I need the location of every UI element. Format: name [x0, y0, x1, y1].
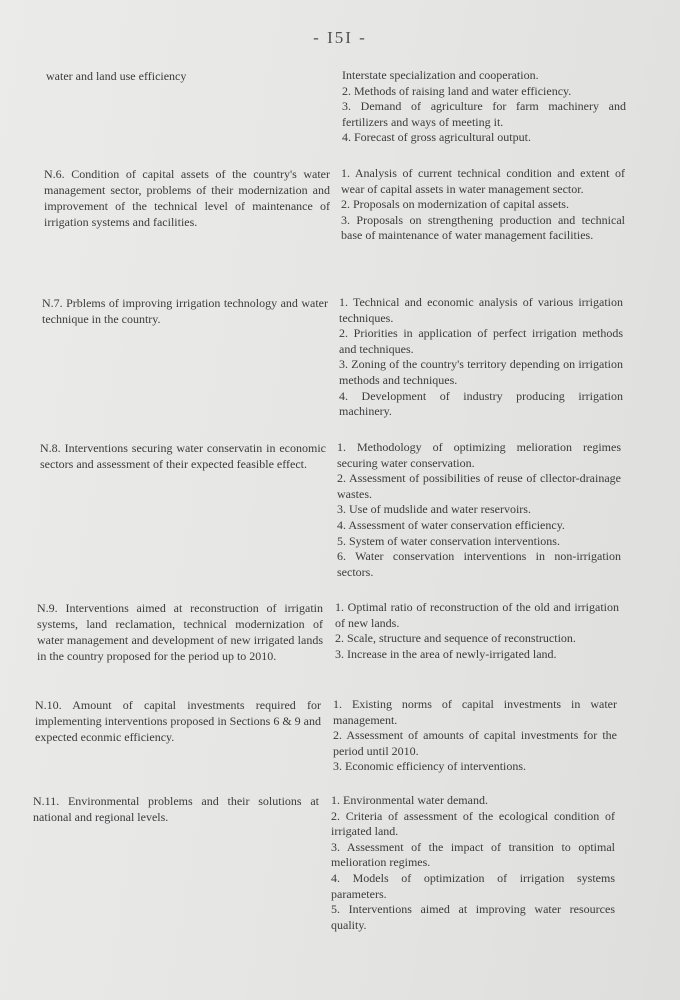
list-item: 2. Scale, structure and sequence of reconstruction.: [335, 631, 576, 646]
section-items: [333, 697, 617, 775]
list-item: 1. Existing norms of capital investments in water management.: [333, 697, 617, 727]
section-title: N.9. Interventions aimed at reconstruction of irrigatin systems, land reclamation, technical modernization of water management and development of new irrigated lands in the country proposed for the period up to 2010.: [37, 601, 323, 663]
section-title: N.7. Prblems of improving irrigation technology and water technique in the country.: [42, 296, 328, 326]
list-item: 1. Environmental water demand.: [331, 793, 488, 807]
list-item: 2. Criteria of assessment of the ecological condition of irrigated land.: [331, 808, 615, 839]
list-item: 3. Increase in the area of newly-irrigated land.: [335, 646, 557, 661]
list-item: 5. System of water conservation interventions.: [337, 533, 560, 548]
list-item: 3. Economic efficiency of interventions.: [333, 759, 527, 774]
list-item: 4. Assessment of water conservation efficiency.: [337, 517, 565, 532]
list-item: 3. Use of mudslide and water reservoirs.: [337, 502, 531, 517]
list-item: 4. Development of industry producing irrigation machinery.: [339, 388, 623, 419]
list-item: 4. Models of optimization of irrigation systems parameters.: [331, 870, 615, 901]
list-item: 4. Forecast of gross agricultural output.: [342, 130, 531, 145]
list-item: 1. Analysis of current technical condition and extent of wear of capital assets in water management sector.: [341, 166, 625, 196]
page-number: - I5I -: [313, 28, 367, 47]
section-items: [339, 295, 623, 420]
list-item: 6. Water conservation interventions in non-irrigation sectors.: [337, 549, 621, 579]
section-items: [341, 166, 625, 244]
list-item: 2. Proposals on modernization of capital assets.: [341, 197, 569, 212]
section-title: N.8. Interventions securing water conservatin in economic sectors and assessment of their expected feasible effect.: [40, 441, 326, 471]
list-item: Interstate specialization and cooperation.: [342, 68, 539, 82]
list-item: 2. Priorities in application of perfect irrigation methods and techniques.: [339, 326, 623, 356]
list-item: 1. Technical and economic analysis of various irrigation techniques.: [339, 295, 623, 325]
section-items: [331, 793, 615, 933]
section-title: water and land use efficiency: [46, 69, 187, 83]
section-items: [337, 440, 621, 580]
section-items: [342, 68, 626, 146]
section-items: [335, 600, 619, 662]
list-item: 2. Assessment of possibilities of reuse of cllector-drainage wastes.: [337, 471, 621, 501]
section-title: N.10. Amount of capital investments required for implementing interventions proposed in Sections 6 & 9 and expected econmic efficiency.: [35, 698, 321, 744]
section-title: N.11. Environmental problems and their solutions at national and regional levels.: [33, 794, 319, 824]
list-item: 2. Methods of raising land and water efficiency.: [342, 83, 572, 98]
section-title: N.6. Condition of capital assets of the country's water management sector, problems of their modernization and improvement of the technical level of maintenance of irrigation systems and facilities.: [44, 167, 330, 229]
list-item: 3. Zoning of the country's territory depending on irrigation methods and techniques.: [339, 357, 623, 387]
list-item: 5. Interventions aimed at improving water resources quality.: [331, 902, 615, 932]
list-item: 3. Proposals on strengthening production and technical base of maintenance of water management facilities.: [341, 212, 625, 243]
list-item: 1. Optimal ratio of reconstruction of the old and irrigation of new lands.: [335, 600, 619, 630]
list-item: 3. Demand of agriculture for farm machinery and fertilizers and ways of meeting it.: [342, 99, 626, 129]
list-item: 2. Assessment of amounts of capital investments for the period until 2010.: [333, 728, 617, 758]
list-item: 3. Assessment of the impact of transition to optimal melioration regimes.: [331, 839, 615, 870]
list-item: 1. Methodology of optimizing melioration regimes securing water conservation.: [337, 440, 621, 470]
